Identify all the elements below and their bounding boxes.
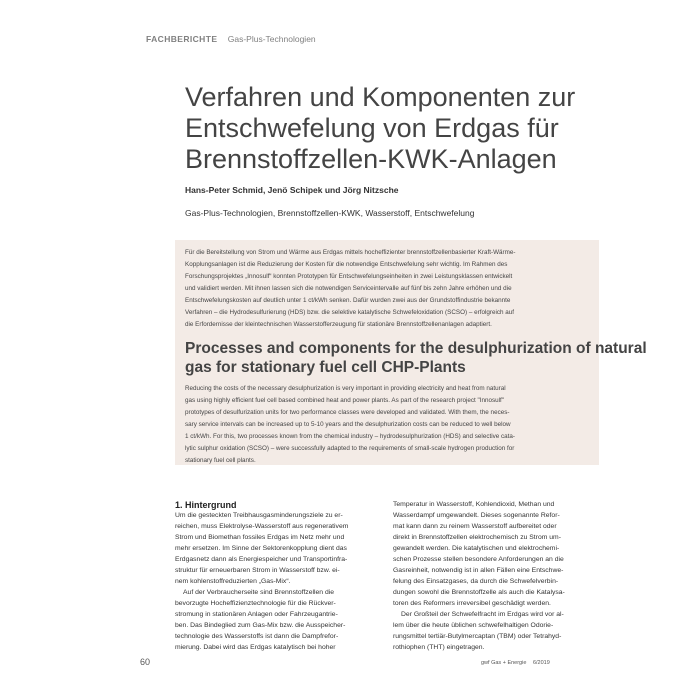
body-line: Wasserdampf umgewandelt. Dieses sogenannte Refor- — [393, 512, 560, 519]
title-line: Brennstoffzellen-KWK-Anlagen — [185, 144, 557, 174]
abstract-de-line: Kopplungsanlagen ist die Reduzierung der Kosten für die notwendige Entschwefelung sehr wichtig. Im Rahmen des — [185, 261, 508, 268]
abstract-de-line: die Erfordernisse der kleintechnischen Wasserstofferzeugung für stationäre Brennstoffzellenanlagen adaptiert. — [185, 321, 492, 328]
abstract-en-line: prototypes of desulfurization units for two performance classes were developed and validated. With them, the neces- — [185, 409, 510, 416]
body-line: gewandelt werden. Die katalytischen und elektrochemi- — [393, 545, 560, 552]
abstract-de-line: Verfahren – die Hydrodesulfurierung (HDS) bzw. die selektive katalytische Schwefeloxidation (SCSO) – erfolgreich auf — [185, 309, 514, 316]
body-line: toren des Reformers irreversibel geschädigt werden. — [393, 600, 551, 607]
body-line: bevorzugte Hocheffizienztechnologie für die Rückver- — [175, 600, 336, 607]
section-kicker: FACHBERICHTE — [146, 34, 218, 44]
abstract-en-line: lytic sulphur oxidation (SCSO) – were successfully adapted to the requirements of small-scale hydrogen production for — [185, 445, 515, 452]
abstract-de-line: Forschungsprojektes „Innosulf“ konnten Prototypen für Entschwefelungseinheiten in zwei Leistungsklassen entwickelt — [185, 273, 513, 280]
english-title — [185, 339, 647, 377]
body-line: felung des Einsatzgases, da durch die Schwefelverbin- — [393, 578, 559, 585]
body-line: Auf der Verbraucherseite sind Brennstoffzellen die — [183, 589, 335, 596]
english-title-line: Processes and components for the desulphurization of natural — [185, 340, 647, 357]
abstract-en-line: gas using highly efficient fuel cell based combined heat and power plants. As part of the research project "Innosulf" — [185, 397, 505, 404]
body-line: Strom und Biomethan fossiles Erdgas im Netz mehr und — [175, 534, 345, 541]
body-line: mat kann dann zu reinem Wasserstoff aufbereitet oder — [393, 523, 557, 530]
body-line: dungen sowohl die Brennstoffzelle als auch die Katalysa- — [393, 589, 565, 596]
body-line: Um die gesteckten Treibhausgasminderungsziele zu er- — [175, 512, 343, 519]
author-list: Hans-Peter Schmid, Jenö Schipek und Jörg Nitzsche — [185, 185, 399, 195]
section-subtitle: Gas-Plus-Technologien — [227, 34, 316, 44]
body-line: rungsmittel tertiär-Butylmercaptan (TBM) oder Tetrahyd- — [393, 633, 562, 640]
body-line: schen Prozesse stellen besondere Anforderungen an die — [393, 556, 564, 563]
title-line: Verfahren und Komponenten zur — [185, 82, 576, 112]
running-header — [146, 34, 316, 44]
abstract-de-line: und validiert werden. Mit ihnen lassen sich die notwendigen Serviceintervalle auf fünf bis zehn Jahre erhöhen und die — [185, 285, 512, 292]
body-line: nem kohlenstoffreduzierten „Gas-Mix“. — [175, 578, 291, 585]
body-line: struktur für erneuerbaren Strom in Wasserstoff bzw. ei- — [175, 567, 340, 574]
body-line: technologie des Wasserstoffs ist dann die Dampfrefor- — [175, 633, 339, 640]
body-line: direkt in Brennstoffzellen elektrochemisch zu Strom um- — [393, 534, 561, 541]
body-line: Der Großteil der Schwefelfracht im Erdgas wird vor al- — [401, 611, 564, 618]
english-title-line: gas for stationary fuel cell CHP-Plants — [185, 359, 466, 376]
abstract-en-line: sary service intervals can be increased up to 5-10 years and the desulphurization costs can be reduced to well below — [185, 421, 511, 428]
abstract-en-line: 1 ct/kWh. For this, two processes known from the chemical industry – hydrodesulphurization (HDS) and selective cata- — [185, 433, 516, 440]
body-line: Erdgasnetz dann als Energiespeicher und Transportinfra- — [175, 556, 348, 563]
page-number: 60 — [140, 657, 151, 667]
body-line: mierung. Dabei wird das Erdgas katalytisch bei hoher — [175, 644, 336, 651]
body-line: Temperatur in Wasserstoff, Kohlendioxid, Methan und — [393, 501, 555, 508]
publication-name: gwf Gas + Energie — [481, 660, 527, 666]
body-line: stromung in stationären Anlagen oder Fahrzeugantrie- — [175, 611, 338, 618]
section-heading: 1. Hintergrund — [175, 500, 237, 510]
abstract-en-line: Reducing the costs of the necessary desulphurization is very important in providing electricity and heat from natural — [185, 385, 506, 392]
abstract-en-line: stationary fuel cell plants. — [185, 457, 256, 464]
body-line: reichen, muss Elektrolyse-Wasserstoff aus regenerativem — [175, 523, 349, 530]
body-line: Gasreinheit, notwendig ist in allen Fällen eine Entschwe- — [393, 567, 564, 574]
article-title — [185, 82, 605, 175]
abstract-de-line: Für die Bereitstellung von Strom und Wärme aus Erdgas mittels hocheffizienter brennstoffzellenbasierter Kraft-Wärme- — [185, 249, 516, 256]
body-line: ben. Das Bindeglied zum Gas-Mix bzw. die Ausspeicher- — [175, 622, 346, 629]
keyword-list: Gas-Plus-Technologien, Brennstoffzellen-KWK, Wasserstoff, Entschwefelung — [185, 208, 475, 218]
title-line: Entschwefelung von Erdgas für — [185, 113, 559, 143]
body-line: lem über die heute üblichen schwefelhaltigen Odorie- — [393, 622, 554, 629]
publication-footer — [481, 660, 550, 666]
issue-number: 6/2019 — [532, 660, 550, 666]
body-line: rothiophen (THT) eingetragen. — [393, 644, 485, 651]
body-line: mehr ersetzen. Im Sinne der Sektorenkopplung dient das — [175, 545, 347, 552]
abstract-de-line: Entschwefelungskosten auf deutlich unter 1 ct/kWh senken. Dafür wurden zwei aus der Grundstoffindustrie bekannte — [185, 297, 511, 304]
